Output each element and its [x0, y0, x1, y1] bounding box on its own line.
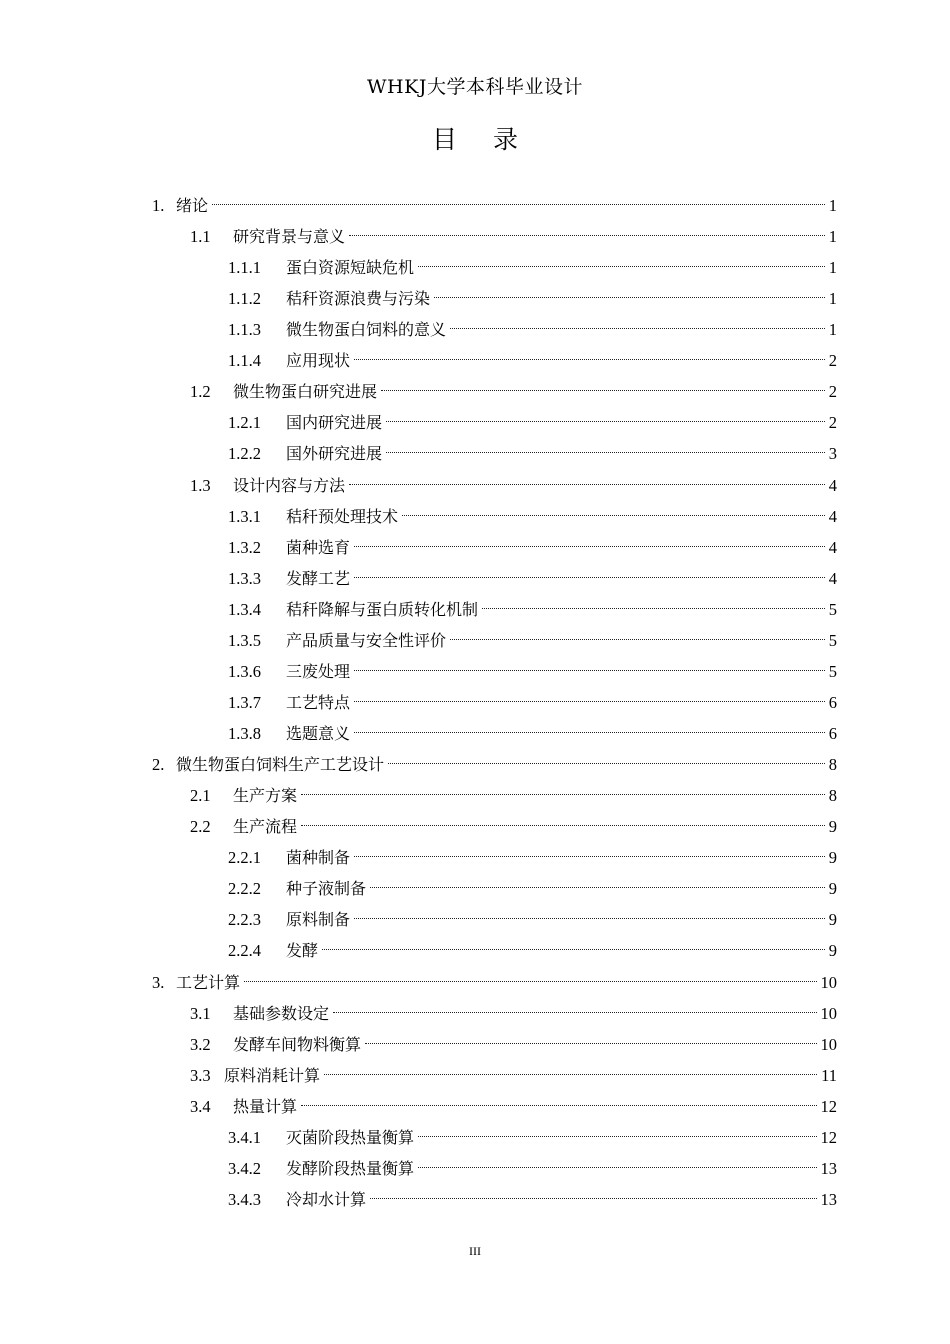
toc-entry-page: 10	[820, 972, 837, 992]
toc-entry-number: 1.3.3	[228, 568, 261, 588]
toc-entry-title: 微生物蛋白饲料生产工艺设计	[176, 755, 385, 775]
toc-entry[interactable]	[228, 625, 837, 656]
toc-leader-dots	[418, 266, 825, 267]
toc-entry-page: 6	[828, 692, 837, 712]
toc-entry-page: 1	[828, 227, 837, 247]
toc-entry-page: 4	[828, 537, 837, 557]
toc-entry[interactable]	[228, 563, 837, 594]
toc-entry-title: 蛋白资源短缺危机	[286, 258, 415, 278]
toc-entry-page: 1	[828, 289, 837, 309]
toc-leader-dots	[450, 639, 825, 640]
toc-entry-page: 1	[828, 258, 837, 278]
toc-entry-number: 1.1.2	[228, 289, 261, 309]
toc-leader-dots	[349, 235, 825, 236]
toc-entry[interactable]	[228, 935, 837, 966]
toc-leader-dots	[324, 1074, 817, 1075]
toc-entry-page: 5	[828, 661, 837, 681]
toc-leader-dots	[386, 421, 825, 422]
toc-entry[interactable]	[228, 594, 837, 625]
toc-entry[interactable]	[228, 532, 837, 563]
toc-entry-page: 11	[821, 1065, 837, 1085]
toc-entry[interactable]	[190, 376, 837, 407]
toc-leader-dots	[301, 825, 825, 826]
toc-leader-dots	[381, 390, 825, 391]
toc-entry-page: 9	[828, 848, 837, 868]
toc-entry-page: 2	[828, 413, 837, 433]
toc-entry-page: 9	[828, 879, 837, 899]
toc-leader-dots	[212, 204, 825, 205]
toc-entry-number: 2.2.2	[228, 879, 261, 899]
toc-entry-title: 原料制备	[286, 910, 351, 930]
toc-entry[interactable]	[228, 1153, 837, 1184]
toc-entry-number: 3.4	[190, 1096, 211, 1116]
toc-leader-dots	[354, 701, 825, 702]
toc-leader-dots	[365, 1043, 816, 1044]
toc-entry-page: 1	[828, 320, 837, 340]
toc-entry-number: 2.2.1	[228, 848, 261, 868]
toc-entry-title: 生产流程	[233, 817, 298, 837]
toc-entry[interactable]	[228, 687, 837, 718]
toc-leader-dots	[386, 452, 825, 453]
toc-entry-number: 1.3.7	[228, 692, 261, 712]
toc-entry[interactable]	[190, 998, 837, 1029]
toc-entry-number: 1.1.1	[228, 258, 261, 278]
toc-entry-page: 4	[828, 475, 837, 495]
toc-entry-number: 3.4.3	[228, 1189, 261, 1209]
toc-entry-page: 4	[828, 506, 837, 526]
toc-entry[interactable]	[228, 842, 837, 873]
toc-entry-page: 12	[820, 1127, 837, 1147]
toc-entry[interactable]	[228, 904, 837, 935]
toc-leader-dots	[301, 794, 825, 795]
toc-entry-page: 5	[828, 630, 837, 650]
toc-entry-title: 基础参数设定	[233, 1003, 330, 1023]
toc-entry[interactable]	[228, 1184, 837, 1215]
toc-entry-title: 发酵阶段热量衡算	[286, 1158, 415, 1178]
toc-entry[interactable]	[190, 811, 837, 842]
toc-entry-page: 3	[828, 444, 837, 464]
toc-entry[interactable]	[228, 407, 837, 438]
toc-entry[interactable]	[228, 1122, 837, 1153]
toc-entry-number: 3.2	[190, 1034, 211, 1054]
toc-entry[interactable]	[228, 438, 837, 469]
toc-entry-title: 发酵工艺	[286, 568, 351, 588]
toc-entry-title: 种子液制备	[286, 879, 367, 899]
toc-entry-number: 3.3	[190, 1065, 211, 1085]
toc-leader-dots	[333, 1012, 816, 1013]
toc-entry-number: 1.1.4	[228, 351, 261, 371]
toc-entry-title: 菌种制备	[286, 848, 351, 868]
toc-leader-dots	[450, 328, 825, 329]
toc-entry-title: 研究背景与意义	[233, 227, 346, 247]
toc-entry-page: 10	[820, 1003, 837, 1023]
toc-entry-number: 1.2.1	[228, 413, 261, 433]
toc-leader-dots	[244, 981, 816, 982]
toc-entry[interactable]	[228, 283, 837, 314]
toc-title: 目 录	[432, 125, 532, 154]
toc-entry-title: 冷却水计算	[286, 1189, 367, 1209]
toc-leader-dots	[354, 856, 825, 857]
toc-entry-page: 13	[820, 1158, 837, 1178]
toc-entry-number: 1.2.2	[228, 444, 261, 464]
toc-entry-number: 2.2.3	[228, 910, 261, 930]
toc-entry-number: 1.3.5	[228, 630, 261, 650]
toc-entry-title: 三废处理	[286, 661, 351, 681]
toc-entry-page: 4	[828, 568, 837, 588]
toc-entry[interactable]	[190, 780, 837, 811]
toc-entry-title: 菌种选育	[286, 537, 351, 557]
toc-entry-number: 2.2	[190, 817, 211, 837]
toc-entry-title: 灭菌阶段热量衡算	[286, 1127, 415, 1147]
toc-entry-title: 国外研究进展	[286, 444, 383, 464]
toc-leader-dots	[418, 1136, 816, 1137]
toc-entry-page: 10	[820, 1034, 837, 1054]
toc-entry[interactable]	[228, 656, 837, 687]
toc-entry[interactable]	[152, 190, 837, 221]
toc-entry-page: 2	[828, 382, 837, 402]
toc-entry[interactable]	[228, 718, 837, 749]
toc-entry-page: 6	[828, 724, 837, 744]
toc-leader-dots	[354, 670, 825, 671]
toc-entry-number: 1.	[152, 196, 165, 215]
toc-entry[interactable]	[190, 221, 837, 252]
toc-entry-number: 1.3.4	[228, 599, 261, 619]
toc-entry-page: 9	[828, 910, 837, 930]
toc-entry-title: 秸秆降解与蛋白质转化机制	[286, 599, 479, 619]
toc-entry[interactable]	[228, 314, 837, 345]
toc-entry[interactable]	[228, 345, 837, 376]
toc-leader-dots	[370, 1198, 816, 1199]
toc-leader-dots	[354, 732, 825, 733]
toc-leader-dots	[354, 918, 825, 919]
toc-entry-number: 2.	[152, 755, 165, 775]
toc-entry-number: 1.3.2	[228, 537, 261, 557]
toc-entry-title: 设计内容与方法	[233, 475, 346, 495]
toc-entry-number: 2.1	[190, 786, 211, 806]
toc-leader-dots	[301, 1105, 816, 1106]
toc-entry-title: 原料消耗计算	[224, 1065, 321, 1085]
toc-entry-title: 微生物蛋白饲料的意义	[286, 320, 447, 340]
toc-entry-title: 发酵车间物料衡算	[233, 1034, 362, 1054]
toc-leader-dots	[354, 359, 825, 360]
toc-entry-page: 1	[828, 196, 837, 215]
toc-entry-number: 2.2.4	[228, 941, 261, 961]
toc-entry-title: 产品质量与安全性评价	[286, 630, 447, 650]
toc-leader-dots	[370, 887, 825, 888]
toc-entry[interactable]	[228, 252, 837, 283]
document-header: WHKJ大学本科毕业设计	[367, 76, 583, 98]
toc-entry[interactable]	[190, 1091, 837, 1122]
toc-entry-page: 5	[828, 599, 837, 619]
toc-leader-dots	[354, 577, 825, 578]
toc-entry-page: 13	[820, 1189, 837, 1209]
toc-entry-title: 工艺计算	[176, 972, 241, 992]
toc-entry-title: 热量计算	[233, 1096, 298, 1116]
toc-entry[interactable]	[152, 749, 837, 780]
toc-entry-page: 9	[828, 817, 837, 837]
toc-entry-page: 12	[820, 1096, 837, 1116]
toc-leader-dots	[402, 515, 825, 516]
toc-entry-number: 1.3	[190, 475, 211, 495]
toc-entry[interactable]	[190, 470, 837, 501]
toc-entry[interactable]	[190, 1060, 837, 1091]
page-number: III	[469, 1244, 481, 1258]
toc-leader-dots	[434, 297, 825, 298]
toc-entry-number: 3.4.2	[228, 1158, 261, 1178]
toc-entry[interactable]	[228, 501, 837, 532]
toc-entry-title: 发酵	[286, 941, 319, 961]
toc-entry-number: 3.1	[190, 1003, 211, 1023]
toc-entry-number: 1.3.6	[228, 661, 261, 681]
toc-entry-page: 9	[828, 941, 837, 961]
toc-entry-page: 2	[828, 351, 837, 371]
toc-entry-number: 1.2	[190, 382, 211, 402]
toc-leader-dots	[349, 484, 825, 485]
toc-entry-title: 国内研究进展	[286, 413, 383, 433]
toc-entry-title: 生产方案	[233, 786, 298, 806]
toc-entry-number: 3.	[152, 972, 165, 992]
toc-entry-page: 8	[828, 786, 837, 806]
toc-entry-title: 选题意义	[286, 724, 351, 744]
toc-entry-title: 工艺特点	[286, 692, 351, 712]
toc-entry-number: 1.1	[190, 227, 211, 247]
toc-leader-dots	[322, 949, 825, 950]
toc-leader-dots	[354, 546, 825, 547]
toc-entry-title: 秸秆预处理技术	[286, 506, 399, 526]
toc-entry[interactable]	[152, 967, 837, 998]
toc-entry[interactable]	[190, 1029, 837, 1060]
toc-entry-page: 8	[828, 755, 837, 775]
toc-entry-title: 绪论	[176, 196, 209, 215]
toc-entry-number: 1.1.3	[228, 320, 261, 340]
toc-entry-title: 秸秆资源浪费与污染	[286, 289, 431, 309]
toc-leader-dots	[418, 1167, 816, 1168]
toc-entry-number: 3.4.1	[228, 1127, 261, 1147]
toc-entry-title: 微生物蛋白研究进展	[233, 382, 378, 402]
toc-entry[interactable]	[228, 873, 837, 904]
toc-entry-number: 1.3.1	[228, 506, 261, 526]
toc-leader-dots	[482, 608, 825, 609]
toc-entry-number: 1.3.8	[228, 724, 261, 744]
toc-entry-title: 应用现状	[286, 351, 351, 371]
toc-leader-dots	[388, 763, 825, 764]
